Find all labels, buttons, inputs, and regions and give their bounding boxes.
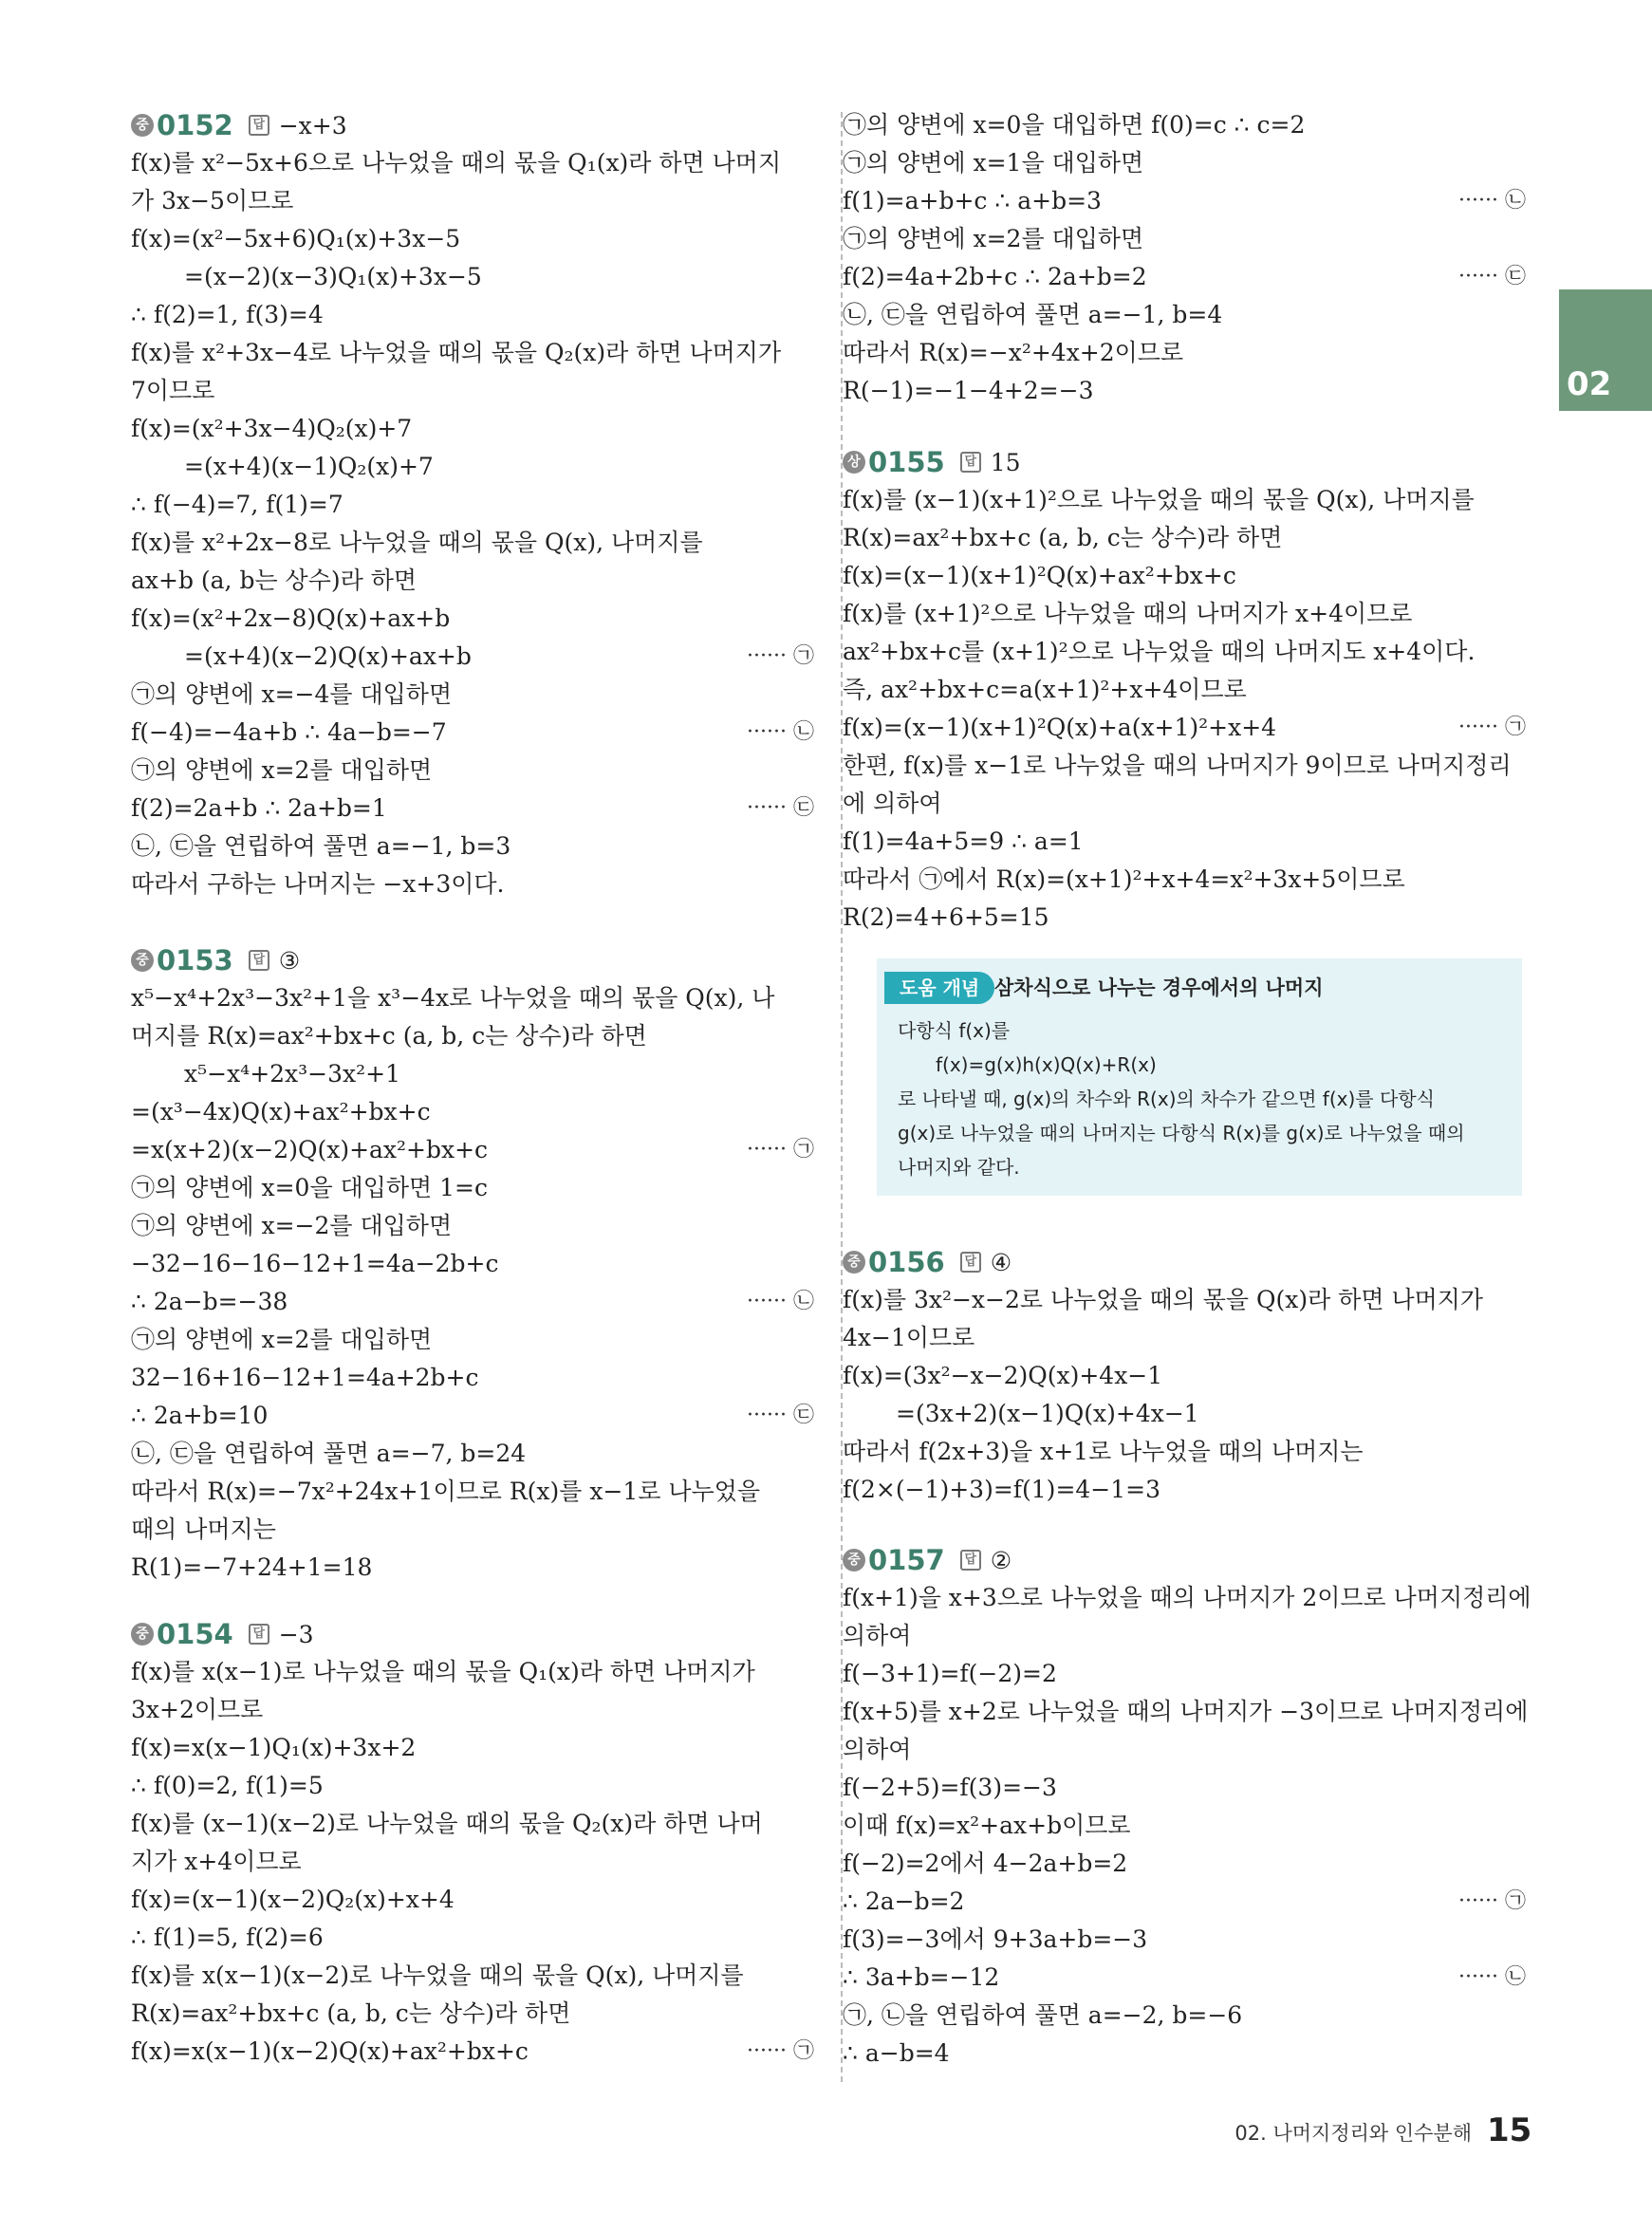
solution-line: =(x³−4x)Q(x)+ax²+bx+c <box>131 1098 431 1125</box>
tip-title: 삼차식으로 나누는 경우에서의 나머지 <box>994 976 1324 999</box>
page-number: 15 <box>1487 2111 1532 2149</box>
problem-header <box>131 1615 314 1653</box>
equation-marker: ······ ㉢ <box>747 1404 814 1427</box>
solution-line: f(2×(−1)+3)=f(1)=4−1=3 <box>843 1476 1160 1503</box>
equation-marker: ······ ㉠ <box>747 644 814 668</box>
problem-header <box>131 106 347 144</box>
solution-line: ㉠의 양변에 x=2를 대입하면 <box>131 1326 433 1353</box>
solution-line: R(1)=−7+24+1=18 <box>131 1553 373 1581</box>
solution-line: ∴ 2a−b=2 <box>843 1888 965 1915</box>
solution-line: f(x)를 (x−1)(x+1)²으로 나누었을 때의 몫을 Q(x), 나머지를 <box>843 486 1475 513</box>
solution-line: f(x)를 3x²−x−2로 나누었을 때의 몫을 Q(x)라 하면 나머지가 <box>843 1286 1484 1313</box>
solution-line: R(x)=ax²+bx+c (a, b, c는 상수)라 하면 <box>843 524 1283 551</box>
problem-number: 0153 <box>157 944 233 976</box>
solution-line: 3x+2이므로 <box>131 1696 264 1723</box>
solution-line: x⁵−x⁴+2x³−3x²+1 <box>184 1060 400 1088</box>
solution-line: f(x)=(3x²−x−2)Q(x)+4x−1 <box>843 1362 1163 1389</box>
solution-line: f(x)를 x(x−1)(x−2)로 나누었을 때의 몫을 Q(x), 나머지를 <box>131 1962 744 1989</box>
solution-line: 따라서 R(x)=−7x²+24x+1이므로 R(x)를 x−1로 나누었을 <box>131 1478 761 1505</box>
solution-line: 때의 나머지는 <box>131 1516 276 1543</box>
solution-line: 따라서 f(2x+3)을 x+1로 나누었을 때의 나머지는 <box>843 1438 1364 1465</box>
problem-answer: −x+3 <box>278 111 347 139</box>
solution-line: 따라서 R(x)=−x²+4x+2이므로 <box>843 339 1184 366</box>
chapter-tab: 02 <box>1559 289 1652 411</box>
answer-icon: 답 <box>960 1550 981 1571</box>
problem-answer: −3 <box>278 1620 314 1648</box>
solution-line: f(x)를 x²+2x−8로 나누었을 때의 몫을 Q(x), 나머지를 <box>131 529 703 556</box>
solution-line: =(x−2)(x−3)Q₁(x)+3x−5 <box>184 263 482 290</box>
solution-line: f(x)를 x(x−1)로 나누었을 때의 몫을 Q₁(x)라 하면 나머지가 <box>131 1658 755 1685</box>
solution-line: =(3x+2)(x−1)Q(x)+4x−1 <box>896 1400 1199 1427</box>
solution-line: f(2)=2a+b ∴ 2a+b=1 <box>131 794 387 822</box>
solution-line: ㉡, ㉢을 연립하여 풀면 a=−7, b=24 <box>131 1440 527 1467</box>
solution-line: 의하여 <box>843 1736 912 1763</box>
solution-line: 이때 f(x)=x²+ax+b이므로 <box>843 1812 1131 1839</box>
tip-line: 로 나타낼 때, g(x)의 차수와 R(x)의 차수가 같으면 f(x)를 다항식 <box>898 1088 1435 1110</box>
problem-number: 0154 <box>157 1618 233 1650</box>
solution-line: 의하여 <box>843 1622 912 1649</box>
solution-line: 즉, ax²+bx+c=a(x+1)²+x+4이므로 <box>843 676 1247 703</box>
solution-line: R(2)=4+6+5=15 <box>843 903 1049 931</box>
answer-icon: 답 <box>249 115 269 136</box>
solution-line: 한편, f(x)를 x−1로 나누었을 때의 나머지가 9이므로 나머지정리 <box>843 752 1512 779</box>
problem-number: 0155 <box>868 446 945 478</box>
difficulty-badge: 중 <box>843 1549 865 1571</box>
solution-line: f(x+5)를 x+2로 나누었을 때의 나머지가 −3이므로 나머지정리에 <box>843 1698 1529 1725</box>
solution-line: f(−4)=−4a+b ∴ 4a−b=−7 <box>131 718 447 746</box>
answer-icon: 답 <box>249 1624 269 1645</box>
equation-marker: ······ ㉠ <box>1458 716 1526 739</box>
solution-line: R(−1)=−1−4+2=−3 <box>843 377 1094 404</box>
solution-line: f(x)=(x−1)(x+1)²Q(x)+a(x+1)²+x+4 <box>843 714 1277 741</box>
solution-line: ∴ f(0)=2, f(1)=5 <box>131 1772 324 1799</box>
solution-line: f(1)=a+b+c ∴ a+b=3 <box>843 187 1102 214</box>
solution-line: f(x)=(x²−5x+6)Q₁(x)+3x−5 <box>131 225 461 252</box>
problem-header <box>131 941 300 979</box>
difficulty-badge: 중 <box>131 1623 154 1646</box>
solution-line: ㉠의 양변에 x=1을 대입하면 <box>843 149 1144 177</box>
solution-line: =(x+4)(x−1)Q₂(x)+7 <box>184 453 434 480</box>
solution-line: 따라서 ㉠에서 R(x)=(x+1)²+x+4=x²+3x+5이므로 <box>843 865 1405 893</box>
answer-icon: 답 <box>960 1252 981 1273</box>
solution-line: ∴ f(2)=1, f(3)=4 <box>131 301 324 328</box>
problem-number: 0156 <box>868 1246 945 1278</box>
solution-line: =(x+4)(x−2)Q(x)+ax+b <box>184 642 472 670</box>
problem-answer: ② <box>990 1546 1012 1574</box>
solution-line: ㉠의 양변에 x=−4를 대입하면 <box>131 680 453 708</box>
solution-line: ㉠의 양변에 x=0을 대입하면 1=c <box>131 1174 488 1201</box>
solution-line: f(x)를 (x−1)(x−2)로 나누었을 때의 몫을 Q₂(x)라 하면 나머 <box>131 1810 763 1837</box>
solution-line: ㉠의 양변에 x=2를 대입하면 <box>131 756 433 784</box>
footer-chapter: 02. 나머지정리와 인수분해 <box>1234 2122 1472 2145</box>
solution-line: f(−3+1)=f(−2)=2 <box>843 1660 1057 1687</box>
solution-line: ㉠의 양변에 x=−2를 대입하면 <box>131 1212 453 1239</box>
solution-line: ㉡, ㉢을 연립하여 풀면 a=−1, b=4 <box>843 301 1223 328</box>
tip-line: g(x)로 나누었을 때의 나머지는 다항식 R(x)를 g(x)로 나누었을 때의 <box>898 1122 1465 1144</box>
solution-line: ax+b (a, b는 상수)라 하면 <box>131 567 418 594</box>
problem-answer: ④ <box>990 1248 1012 1276</box>
equation-marker: ······ ㉡ <box>1458 1965 1526 1989</box>
solution-line: ∴ 2a−b=−38 <box>131 1288 288 1315</box>
solution-line: f(x)=(x−1)(x+1)²Q(x)+ax²+bx+c <box>843 562 1236 589</box>
solution-line: f(−2+5)=f(3)=−3 <box>843 1774 1057 1801</box>
solution-line: ㉠의 양변에 x=2를 대입하면 <box>843 225 1144 252</box>
solution-line: ∴ f(−4)=7, f(1)=7 <box>131 491 343 518</box>
problem-answer: 15 <box>990 448 1021 476</box>
solution-line: f(x)=(x²+3x−4)Q₂(x)+7 <box>131 415 413 442</box>
problem-header <box>843 1243 1012 1281</box>
equation-marker: ······ ㉢ <box>747 796 814 820</box>
solution-line: 4x−1이므로 <box>843 1324 975 1351</box>
equation-marker: ······ ㉡ <box>747 720 814 744</box>
solution-line: f(1)=4a+5=9 ∴ a=1 <box>843 828 1084 855</box>
tip-box <box>877 958 1522 1196</box>
solution-line: f(x+1)을 x+3으로 나누었을 때의 나머지가 2이므로 나머지정리에 <box>843 1584 1531 1611</box>
problem-header <box>843 1541 1012 1579</box>
solution-line: ∴ 2a+b=10 <box>131 1402 269 1429</box>
solution-line: 에 의하여 <box>843 790 942 817</box>
equation-marker: ······ ㉠ <box>747 2039 814 2063</box>
difficulty-badge: 중 <box>131 114 154 137</box>
solution-line: 가 3x−5이므로 <box>131 187 294 214</box>
solution-line: 32−16+16−12+1=4a+2b+c <box>131 1364 479 1391</box>
solution-line: f(x)를 x²−5x+6으로 나누었을 때의 몫을 Q₁(x)라 하면 나머지 <box>131 149 782 177</box>
solution-line: ㉠, ㉡을 연립하여 풀면 a=−2, b=−6 <box>843 2001 1243 2029</box>
solution-line: ㉠의 양변에 x=0을 대입하면 f(0)=c ∴ c=2 <box>843 111 1306 139</box>
solution-line: f(x)=(x−1)(x−2)Q₂(x)+x+4 <box>131 1886 455 1913</box>
solution-line: 따라서 구하는 나머지는 −x+3이다. <box>131 870 505 898</box>
solution-line: 지가 x+4이므로 <box>131 1848 302 1875</box>
answer-icon: 답 <box>249 950 269 971</box>
tip-line: 나머지와 같다. <box>898 1156 1020 1179</box>
equation-marker: ······ ㉢ <box>1458 265 1526 288</box>
solution-line: ∴ 3a+b=−12 <box>843 1963 1000 1991</box>
solution-line: 7이므로 <box>131 377 215 404</box>
solution-line: f(x)를 x²+3x−4로 나누었을 때의 몫을 Q₂(x)라 하면 나머지가 <box>131 339 782 366</box>
equation-marker: ······ ㉡ <box>1458 189 1526 213</box>
answer-icon: 답 <box>960 452 981 473</box>
solution-line: f(x)=x(x−1)Q₁(x)+3x+2 <box>131 1734 417 1761</box>
solution-line: f(2)=4a+2b+c ∴ 2a+b=2 <box>843 263 1147 290</box>
problem-number: 0157 <box>868 1544 945 1576</box>
tip-tag: 도움 개념 <box>884 972 994 1004</box>
solution-line: f(x)를 (x+1)²으로 나누었을 때의 나머지가 x+4이므로 <box>843 600 1413 627</box>
solution-line: ax²+bx+c를 (x+1)²으로 나누었을 때의 나머지도 x+4이다. <box>843 638 1476 665</box>
tip-line: 다항식 f(x)를 <box>898 1019 1011 1042</box>
tip-line: f(x)=g(x)h(x)Q(x)+R(x) <box>936 1053 1157 1076</box>
solution-line: ∴ a−b=4 <box>843 2039 950 2067</box>
equation-marker: ······ ㉠ <box>747 1138 814 1162</box>
solution-line: x⁵−x⁴+2x³−3x²+1을 x³−4x로 나누었을 때의 몫을 Q(x), 나 <box>131 984 775 1012</box>
solution-line: −32−16−16−12+1=4a−2b+c <box>131 1250 499 1277</box>
difficulty-badge: 중 <box>131 949 154 972</box>
solution-line: f(x)=x(x−1)(x−2)Q(x)+ax²+bx+c <box>131 2037 529 2065</box>
solution-line: R(x)=ax²+bx+c (a, b, c는 상수)라 하면 <box>131 1999 571 2027</box>
solution-line: ∴ f(1)=5, f(2)=6 <box>131 1924 324 1951</box>
solution-line: f(x)=(x²+2x−8)Q(x)+ax+b <box>131 604 451 632</box>
equation-marker: ······ ㉠ <box>1458 1889 1526 1913</box>
solution-line: =x(x+2)(x−2)Q(x)+ax²+bx+c <box>131 1136 489 1163</box>
solution-line: f(−2)=2에서 4−2a+b=2 <box>843 1850 1128 1877</box>
difficulty-badge: 상 <box>843 451 865 474</box>
solution-line: f(3)=−3에서 9+3a+b=−3 <box>843 1925 1148 1953</box>
equation-marker: ······ ㉡ <box>747 1290 814 1313</box>
solution-line: 머지를 R(x)=ax²+bx+c (a, b, c는 상수)라 하면 <box>131 1022 647 1050</box>
problem-number: 0152 <box>157 109 233 141</box>
problem-answer: ③ <box>278 946 301 975</box>
difficulty-badge: 중 <box>843 1251 865 1274</box>
problem-header <box>843 443 1021 481</box>
solution-line: ㉡, ㉢을 연립하여 풀면 a=−1, b=3 <box>131 832 511 860</box>
